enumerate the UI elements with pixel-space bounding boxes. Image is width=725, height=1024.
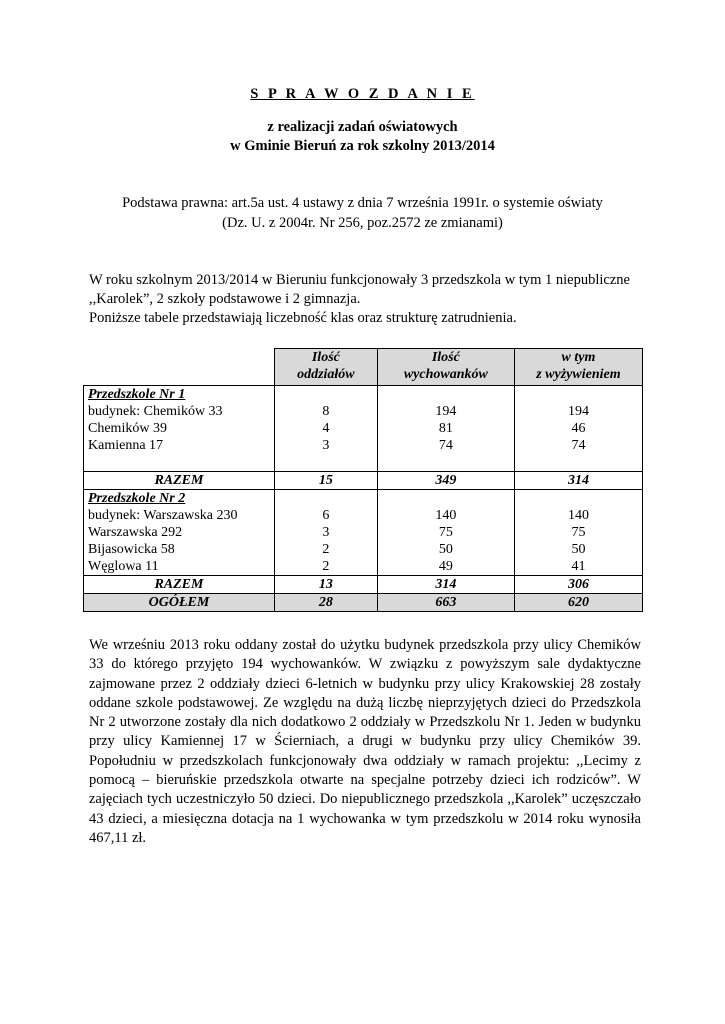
address-cell: Bijasowicka 58 xyxy=(84,541,275,558)
table-row xyxy=(84,403,643,420)
children-cell: 50 xyxy=(377,541,514,558)
sum-label: RAZEM xyxy=(84,472,275,490)
sum-groups: 13 xyxy=(274,576,377,594)
spacer-row xyxy=(84,454,643,472)
children-cell: 75 xyxy=(377,524,514,541)
meals-cell: 50 xyxy=(514,541,642,558)
header-blank-cell xyxy=(84,349,275,386)
address-cell: Warszawska 292 xyxy=(84,524,275,541)
header-meals-line-1: w tym xyxy=(561,350,596,365)
kindergarten-1-name xyxy=(84,386,275,404)
kindergarten-2-title: Przedszkole Nr 2 xyxy=(88,491,186,506)
sum-children: 314 xyxy=(377,576,514,594)
intro-line-1: W roku szkolnym 2013/2014 w Bieruniu funkcjonowały 3 przedszkola w tym 1 niepubliczne xyxy=(89,272,630,288)
building-prefix: budynek: xyxy=(88,404,144,419)
sum-row-2 xyxy=(84,576,643,594)
table-row xyxy=(84,420,643,437)
header-groups-line-1: Ilość xyxy=(311,350,340,365)
children-cell: 74 xyxy=(377,437,514,454)
sum-children: 349 xyxy=(377,472,514,490)
groups-cell: 2 xyxy=(274,558,377,576)
groups-cell: 3 xyxy=(274,524,377,541)
groups-cell: 3 xyxy=(274,437,377,454)
header-meals xyxy=(514,349,642,386)
total-children: 663 xyxy=(377,594,514,612)
header-groups xyxy=(274,349,377,386)
header-children-line-1: Ilość xyxy=(431,350,460,365)
meals-cell: 194 xyxy=(514,403,642,420)
total-groups: 28 xyxy=(274,594,377,612)
intro-line-2: ,,Karolek”, 2 szkoły podstawowe i 2 gimnazja. xyxy=(89,291,361,307)
address-cell xyxy=(84,403,275,420)
legal-basis-line-1: Podstawa prawna: art.5a ust. 4 ustawy z dnia 7 września 1991r. o systemie oświaty xyxy=(122,195,603,211)
subtitle-line-2: w Gminie Bieruń za rok szkolny 2013/2014 xyxy=(230,138,495,154)
report-subtitle xyxy=(0,118,725,156)
sum-meals: 314 xyxy=(514,472,642,490)
kindergarten-table xyxy=(83,348,643,612)
groups-cell: 2 xyxy=(274,541,377,558)
table-row xyxy=(84,437,643,454)
table-row xyxy=(84,386,643,404)
meals-cell: 75 xyxy=(514,524,642,541)
table-row xyxy=(84,524,643,541)
body-paragraph: We wrześniu 2013 roku oddany został do użytku budynek przedszkola przy ulicy Chemików 33 do którego przyjęto 194 wychowanków. W związku z powyższym sale dydaktyczne zajmowane przez 2 oddziały dzieci 6-letnich w budynku przy ulicy Krakowskiej 28 zostały oddane szkole podstawowej. Ze względu na dużą liczbę nieprzyjętych dzieci do Przedszkola Nr 2 utworzone zostały dla nich dodatkowo 2 oddziały w Przedszkolu Nr 1. Jeden w budynku przy ulicy Kamiennej 17 w Ścierniach, a drugi w budynku przy ulicy Chemików 39. Popołudniu w przedszkolach funkcjonowały dwa oddziały w ramach projektu: ,,Lecimy z pomocą – bieruńskie przedszkola otwarte na specjalne potrzeby dzieci ich rodziców”. W zajęciach tych uczestniczyło 50 dzieci. Do niepublicznego przedszkola ,,Karolek” uczęszczało 43 dzieci, a miesięczna dotacja na 1 wychowanka w tym przedszkolu w 2014 roku wynosiła 467,11 zł. xyxy=(89,637,641,846)
legal-basis xyxy=(0,193,725,233)
table-row xyxy=(84,490,643,508)
table-row xyxy=(84,507,643,524)
table-row xyxy=(84,558,643,576)
kindergarten-2-name xyxy=(84,490,275,508)
children-cell: 194 xyxy=(377,403,514,420)
sum-meals: 306 xyxy=(514,576,642,594)
address-cell: Węglowa 11 xyxy=(84,558,275,576)
intro-paragraph xyxy=(89,271,649,328)
meals-cell: 41 xyxy=(514,558,642,576)
total-row xyxy=(84,594,643,612)
report-title: S P R A W O Z D A N I E xyxy=(250,86,475,102)
table-row xyxy=(84,541,643,558)
intro-line-3: Poniższe tabele przedstawiają liczebność klas oraz strukturę zatrudnienia. xyxy=(89,310,517,326)
header-children xyxy=(377,349,514,386)
groups-cell: 8 xyxy=(274,403,377,420)
meals-cell: 74 xyxy=(514,437,642,454)
legal-basis-line-2: (Dz. U. z 2004r. Nr 256, poz.2572 ze zmianami) xyxy=(222,215,503,231)
children-cell: 81 xyxy=(377,420,514,437)
kindergarten-1-title: Przedszkole Nr 1 xyxy=(88,387,186,402)
address: Chemików 33 xyxy=(143,404,223,419)
children-cell: 49 xyxy=(377,558,514,576)
table-header-row xyxy=(84,349,643,386)
address-cell: Chemików 39 xyxy=(84,420,275,437)
sum-label: RAZEM xyxy=(84,576,275,594)
meals-cell: 140 xyxy=(514,507,642,524)
header-children-line-2: wychowanków xyxy=(403,367,488,382)
address-cell: Kamienna 17 xyxy=(84,437,275,454)
total-label: OGÓŁEM xyxy=(84,594,275,612)
total-meals: 620 xyxy=(514,594,642,612)
subtitle-line-1: z realizacji zadań oświatowych xyxy=(267,119,458,135)
building-prefix: budynek: xyxy=(88,508,144,523)
groups-cell: 6 xyxy=(274,507,377,524)
sum-groups: 15 xyxy=(274,472,377,490)
meals-cell: 46 xyxy=(514,420,642,437)
header-groups-line-2: oddziałów xyxy=(297,367,355,382)
sum-row-1 xyxy=(84,472,643,490)
children-cell: 140 xyxy=(377,507,514,524)
groups-cell: 4 xyxy=(274,420,377,437)
address-cell xyxy=(84,507,275,524)
address: Warszawska 230 xyxy=(143,508,238,523)
header-meals-line-2: z wyżywieniem xyxy=(536,367,621,382)
